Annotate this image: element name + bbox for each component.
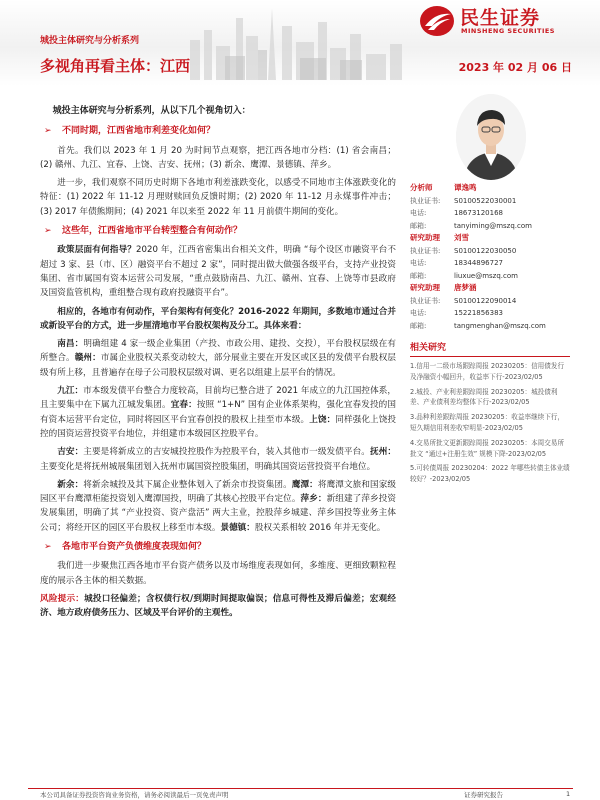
paragraph-text: 将鹰潭文旅和国家级园区平台鹰潭柜能投资划入鹰潭国投，明确了其核心控股平台定位。 <box>40 479 396 505</box>
lead-sentence: 城投主体研究与分析系列，从以下几个视角切入： <box>52 106 251 116</box>
paragraph-text: 新组建了萍乡投资发展集团，明确了其 “产业投资、资产盘活” 两大主业，控股萍乡城建、萍乡国投等业务主体公司；将经开区的园区平台股权上移至市本级。 <box>40 494 396 533</box>
footer-disclaimer: 本公司具备证券投资咨询业务资格，请务必阅读最后一页免责声明 <box>40 791 229 799</box>
city-label-ganzhou: 赣州： <box>74 353 101 364</box>
cert-number: S0100522030001 <box>454 196 517 205</box>
analyst-entry <box>410 282 570 332</box>
risk-warning <box>40 592 396 621</box>
analyst-email-row <box>410 220 570 233</box>
paragraph-text: 市本级发债平台整合力度较高，目前均已整合进了 2021 年成立的九江国控体系，且主要集中在下属九江城发集团。 <box>40 386 396 411</box>
analyst-email-row <box>410 320 570 333</box>
email-address[interactable]: liuxue@mszq.com <box>454 271 518 280</box>
phone-number: 18673120168 <box>454 209 503 217</box>
city-label-fuzhou: 抚州： <box>370 447 396 458</box>
risk-text: 城投口径偏差；含权债行权/到期时间提取偏误；信息可得性及滞后偏差；宏观经济、地方政府债务压力、区域及平台评价的主观性。 <box>40 593 396 619</box>
analyst-portrait-image <box>456 94 526 180</box>
page-number: 1 <box>566 790 571 798</box>
city-label-jian: 吉安： <box>57 447 84 458</box>
paragraph-asset-liability: 我们进一步聚焦江西各地市平台资产债务以及市场维度表现如何，多维度、更细致颗粒程度的展示各主体的相关数据。 <box>40 561 396 586</box>
analyst-phone-row <box>410 307 570 320</box>
related-research-item[interactable]: 3.品种利差跟踪周报 20230205：收益率继续下行，短久期信用利差收窄明显-2023/02/05 <box>410 413 565 432</box>
footer-report-type: 证券研究报告 <box>464 791 503 799</box>
section-heading-text: 不同时期，江西省地市利差变化如何？ <box>62 126 216 137</box>
analyst-name: 谭逸鸣 <box>454 183 477 192</box>
main-content <box>40 104 396 625</box>
analyst-role-row <box>410 182 570 195</box>
analyst-photo <box>456 94 526 180</box>
section-heading-spread-change <box>40 124 396 138</box>
analyst-entry <box>410 232 570 282</box>
email-label: 邮箱: <box>410 271 427 280</box>
paragraph-text: 主要是将新成立的吉安城投控股作为控股平台，装入其他市一级发债平台。 <box>83 447 370 458</box>
analyst-role-row <box>410 232 570 245</box>
arrow-bullet-icon: ➢ <box>44 542 52 553</box>
city-label-nanchang: 南昌： <box>57 339 84 350</box>
paragraph-historical-periods: 进一步，我们观察不同历史时期下各地市利差涨跌变化，以感受不同地市主体涨跌变化的特征：(1) 2022 年 11-12 月理财赎回负反馈时期；(2) 2020 年 11-12 月永煤事件冲击；(3) 2017 年债熊期间；(4) 2021 年以来至 2022 年 11 月前债牛期间的变化。 <box>40 178 396 217</box>
report-header <box>0 0 600 86</box>
report-title: 多视角再看主体：江西 <box>40 57 191 75</box>
footer-divider <box>28 788 573 789</box>
city-label-shangrao: 上饶： <box>309 414 336 425</box>
analyst-role: 研究助理 <box>410 283 440 292</box>
bold-lead: 政策层面有何指导？ <box>57 245 137 256</box>
related-research-item[interactable]: 1.信用一二级市场跟踪周报 20230205：信用债发行及净融资小幅回升，收益率下行-2023/02/05 <box>410 362 565 381</box>
arrow-bullet-icon: ➢ <box>44 126 52 137</box>
cert-number: S0100122030050 <box>454 246 517 255</box>
section-heading-asset-liability <box>40 540 396 554</box>
section-heading-platform-integration <box>40 224 396 238</box>
minsheng-logo-mark <box>418 4 456 38</box>
report-date: 2023 年 02 月 06 日 <box>458 61 572 74</box>
phone-label: 电话: <box>410 259 427 267</box>
section-heading-text: 这些年，江西省地市平台转型整合有何动作？ <box>62 226 243 237</box>
related-research-item[interactable]: 5.可转债周报 20230204：2022 年哪些转债主体业绩较好？-2023/02/05 <box>410 464 570 484</box>
logo-chinese-name: 民生证券 <box>460 7 541 29</box>
cert-number: S0100122090014 <box>454 296 517 305</box>
phone-number: 15221856383 <box>454 309 503 317</box>
paragraph-text: 同样强化上饶投控的国资运营投资平台地位，并组建市本级园区控股平台。 <box>40 414 396 439</box>
analyst-name: 刘雪 <box>454 233 469 242</box>
risk-label: 风险提示： <box>40 593 85 604</box>
email-address[interactable]: tangmenghan@mszq.com <box>454 321 546 330</box>
city-label-yingtan: 鹰潭： <box>291 479 318 490</box>
paragraph-text: 市属企业股权关系变动较大，部分展业主要在开发区或区县的发债平台股权层级有所上移，且普遍存在母子公司股权层级对调、更名以组建上层平台的情况。 <box>40 353 396 378</box>
related-research-item[interactable]: 4.交易所批文更新跟踪周报 20230205：本周交易所批文 “通过+注册生效” 规模下降-2023/02/05 <box>410 438 565 458</box>
city-label-jiujiang: 九江： <box>57 386 84 397</box>
logo-english-name: MINSHENG SECURITIES <box>461 27 555 35</box>
analyst-phone-row <box>410 257 570 270</box>
paragraph-text: 将新余城投及其下属企业整体划入了新余市投资集团。 <box>83 479 292 490</box>
city-label-yichun: 宜春： <box>170 400 197 411</box>
analyst-cert-row <box>410 295 570 308</box>
cert-label: 执业证书: <box>410 196 441 205</box>
city-label-xinyu: 新余： <box>57 479 84 490</box>
analyst-cert-row <box>410 245 570 258</box>
paragraph-city-actions: 相应的，各地市有何动作，平台架构有何变化？2016-2022 年期间，多数地市通过合并或新设平台的方式，进一步厘清地市平台股权架构及分工。具体来看： <box>40 306 396 331</box>
analyst-list <box>410 182 570 332</box>
analyst-phone-row <box>410 207 570 220</box>
paragraph-text: 按照 “1+N” 国有企业体系架构，强化宜春发投的国有资本运营平台定位，同时将园区平台宜春创投的股权上挂至市本级。 <box>40 400 396 425</box>
paragraph-jian-fuzhou <box>40 445 396 474</box>
related-research-item[interactable]: 2.城投、产业利差跟踪周报 20230205：城投债利差、产业债利差均整体下行-2023/02/05 <box>410 387 558 407</box>
paragraph-nanchang-ganzhou <box>40 337 396 380</box>
paragraph-policy-guidance <box>40 243 396 300</box>
analyst-email-row <box>410 270 570 283</box>
paragraph-xinyu-yingtan-pingxiang-jingdezhen <box>40 478 396 535</box>
phone-label: 电话: <box>410 209 427 217</box>
analyst-name: 唐梦涵 <box>454 283 477 292</box>
analyst-role: 研究助理 <box>410 233 440 242</box>
email-label: 邮箱: <box>410 221 427 230</box>
cert-label: 执业证书: <box>410 296 441 305</box>
phone-number: 18344896727 <box>454 259 503 267</box>
related-research-list <box>410 361 570 485</box>
analyst-role: 分析师 <box>410 183 433 192</box>
paragraph-city-tiers: 首先。我们以 2023 年 1 月 20 为时间节点观察，把江西各地市分档：(1) 省会南昌；(2) 赣州、九江、宜春、上饶、吉安、抚州；(3) 新余、鹰潭、景德镇、萍乡。 <box>40 145 396 170</box>
paragraph-text: 主要变化是将抚州城展集团划入抚州市属国资控股集团，明确其国资运营投资平台地位。 <box>40 461 376 472</box>
email-label: 邮箱: <box>410 321 427 330</box>
section-heading-text: 各地市平台资产负债维度表现如何？ <box>62 542 207 553</box>
report-series: 城投主体研究与分析系列 <box>40 36 140 46</box>
city-label-jingdezhen: 景德镇： <box>220 522 255 533</box>
paragraph-text: 明确组建 4 家一级企业集团（产投、市政公用、建投、交投），平台股权层级在有所整合。 <box>40 339 396 364</box>
email-address[interactable]: tanyiming@mszq.com <box>454 221 532 230</box>
phone-label: 电话: <box>410 309 427 317</box>
paragraph-jiujiang-yichun-shangrao <box>40 384 396 441</box>
minsheng-logo <box>412 4 582 38</box>
related-research <box>410 340 570 489</box>
city-label-pingxiang: 萍乡： <box>300 494 327 505</box>
arrow-bullet-icon: ➢ <box>44 226 52 237</box>
analyst-role-row <box>410 282 570 295</box>
related-research-title: 相关研究 <box>410 340 570 357</box>
analyst-entry <box>410 182 570 232</box>
cert-label: 执业证书: <box>410 246 441 255</box>
paragraph-text: 2020 年，江西省密集出台相关文件，明确 “每个设区市融资平台不超过 3 家、县（市、区）融资平台不超过 2 家”，同时提出做大做强各级平台，支持产业投资集团、省市属国有资本运营公司发展，“重点鼓励南昌、九江、赣州、宜春、上饶等市县政府及国资监管机构，重组整合现有政府投融资平台”。 <box>40 245 396 299</box>
analyst-cert-row <box>410 195 570 208</box>
paragraph-text: 股权关系相较 2016 年并无变化。 <box>254 522 386 533</box>
